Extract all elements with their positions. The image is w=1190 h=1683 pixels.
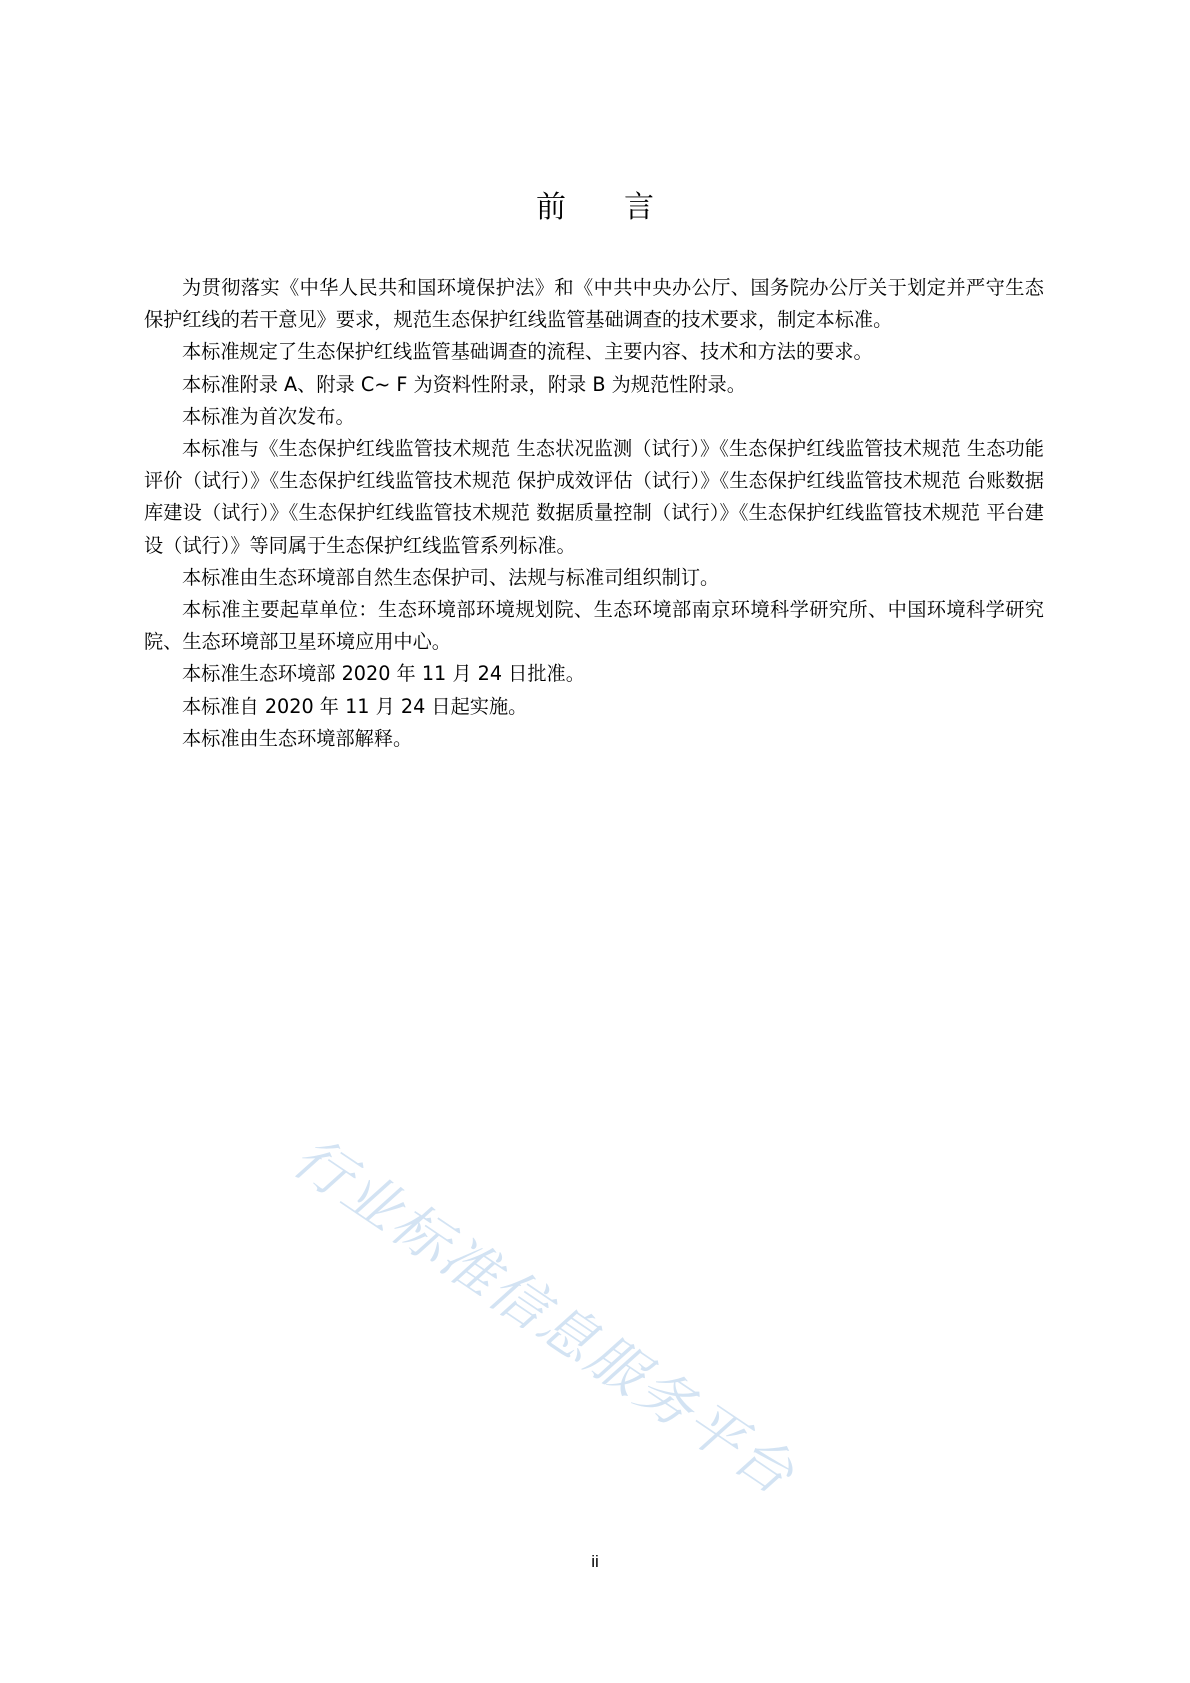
paragraph-purpose: 为贯彻落实《中华人民共和国环境保护法》和《中共中央办公厅、国务院办公厅关于划定并严守生态保护红线的若干意见》要求，规范生态保护红线监管基础调查的技术要求，制定本标准。 — [144, 276, 1044, 332]
foreword-body — [144, 272, 1044, 755]
paragraph-appendices: 本标准附录 A、附录 C~ F 为资料性附录，附录 B 为规范性附录。 — [182, 372, 746, 396]
paragraph-interpretation: 本标准由生态环境部解释。 — [182, 726, 413, 750]
paragraph-organizer: 本标准由生态环境部自然生态保护司、法规与标准司组织制订。 — [182, 565, 720, 589]
paragraph-related-standards: 本标准与《生态保护红线监管技术规范 生态状况监测（试行）》《生态保护红线监管技术规范 生态功能评价（试行）》《生态保护红线监管技术规范 保护成效评估（试行）》《生态保护红线监管技术规范 台账数据库建设（试行）》《生态保护红线监管技术规范 数据质量控制（试行）》《生态保护红线监管技术规范 平台建设（试行）》等同属于生态保护红线监管系列标准。 — [144, 437, 1044, 557]
paragraph-drafting-units: 本标准主要起草单位：生态环境部环境规划院、生态环境部南京环境科学研究所、中国环境科学研究院、生态环境部卫星环境应用中心。 — [144, 598, 1044, 654]
page-number: ii — [591, 1552, 599, 1571]
paragraph-first-release: 本标准为首次发布。 — [182, 404, 355, 428]
paragraph-scope: 本标准规定了生态保护红线监管基础调查的流程、主要内容、技术和方法的要求。 — [182, 340, 873, 364]
paragraph-approval-date: 本标准生态环境部 2020 年 11 月 24 日批准。 — [182, 662, 585, 686]
paragraph-effective-date: 本标准自 2020 年 11 月 24 日起实施。 — [182, 694, 528, 718]
watermark: 行业标准信息服务平台 — [281, 1124, 807, 1509]
page-title: 前言 — [536, 190, 712, 225]
